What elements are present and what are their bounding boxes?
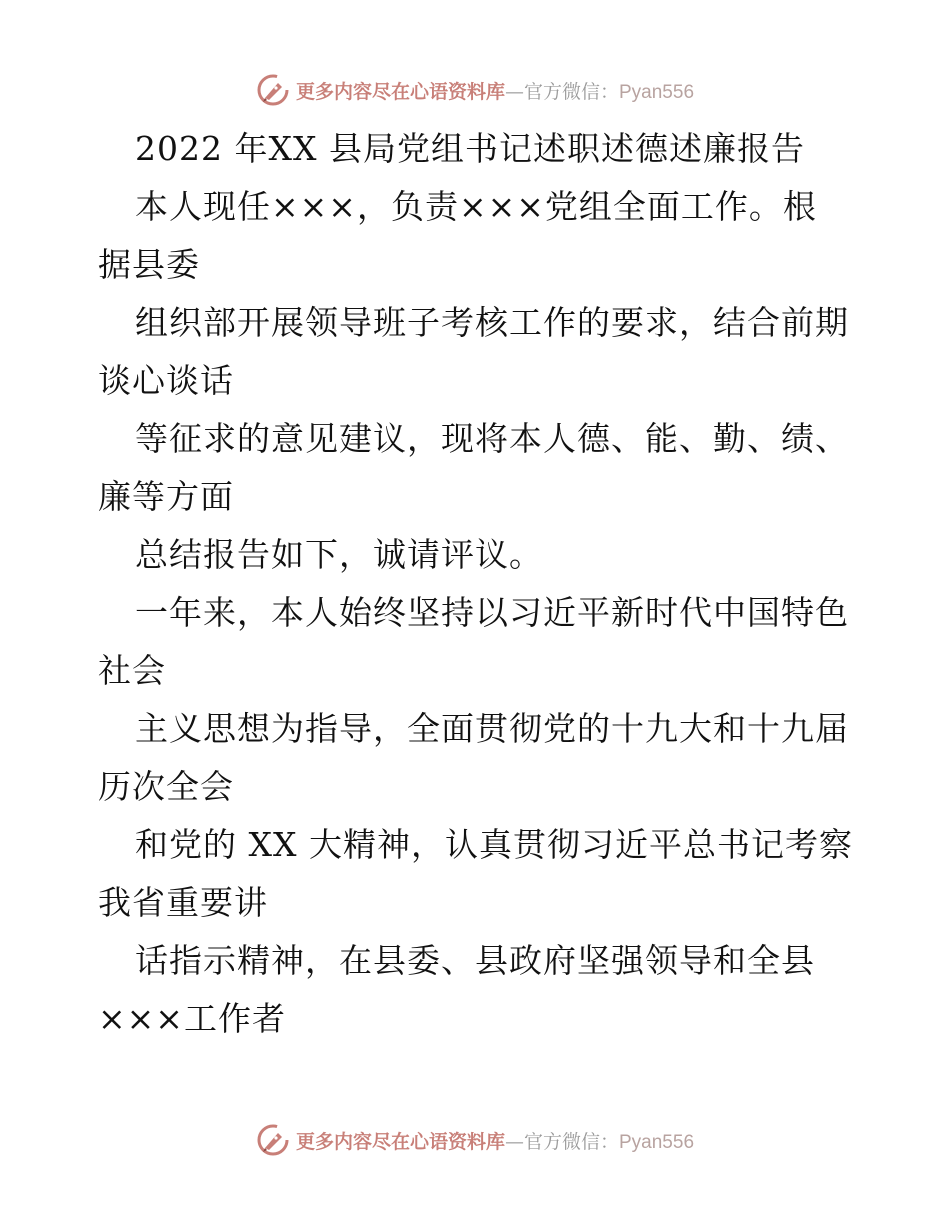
body-text-line: ×××工作者 (98, 999, 286, 1038)
watermark-dash: — (504, 80, 524, 103)
watermark-handle: Pyan556 (619, 1131, 695, 1153)
body-text-line: 总结报告如下，诚请评议。 (135, 535, 543, 574)
footer-watermark-banner (0, 1120, 950, 1160)
body-text-line: 本人现任×××，负责×××党组全面工作。根 (135, 187, 817, 226)
body-text-line: 组织部开展领导班子考核工作的要求，结合前期 (135, 303, 849, 342)
body-text-line: 谈心谈话 (98, 361, 234, 400)
body-text-line: 社会 (98, 651, 166, 690)
body-text-line: 廉等方面 (98, 477, 234, 516)
watermark-sub-text: 官方微信： (523, 80, 619, 103)
watermark-main-text: 更多内容尽在心语资料库 (295, 1130, 505, 1153)
pen-nib-logo-icon (256, 1123, 290, 1157)
report-body (98, 120, 858, 1048)
body-text-line: 等征求的意见建议，现将本人德、能、勤、绩、 (135, 419, 849, 458)
body-text-line: 历次全会 (98, 767, 234, 806)
body-text-line: 一年来，本人始终坚持以习近平新时代中国特色 (135, 593, 849, 632)
header-watermark-banner (0, 70, 950, 110)
header-watermark-text (296, 77, 694, 104)
watermark-dash: — (504, 1130, 524, 1153)
watermark-sub-text: 官方微信： (523, 1130, 619, 1153)
document-title: 2022 年XX 县局党组书记述职述德述廉报告 (135, 129, 805, 168)
pen-nib-logo-icon (256, 73, 290, 107)
body-text-line: 主义思想为指导，全面贯彻党的十九大和十九届 (135, 709, 849, 748)
watermark-handle: Pyan556 (619, 81, 695, 103)
body-text-line: 我省重要讲 (98, 883, 268, 922)
body-text-line: 据县委 (98, 245, 200, 284)
watermark-main-text: 更多内容尽在心语资料库 (295, 80, 505, 103)
body-text-line: 和党的 XX 大精神，认真贯彻习近平总书记考察 (135, 825, 853, 864)
body-text-line: 话指示精神，在县委、县政府坚强领导和全县 (135, 941, 815, 980)
footer-watermark-text (296, 1127, 694, 1154)
